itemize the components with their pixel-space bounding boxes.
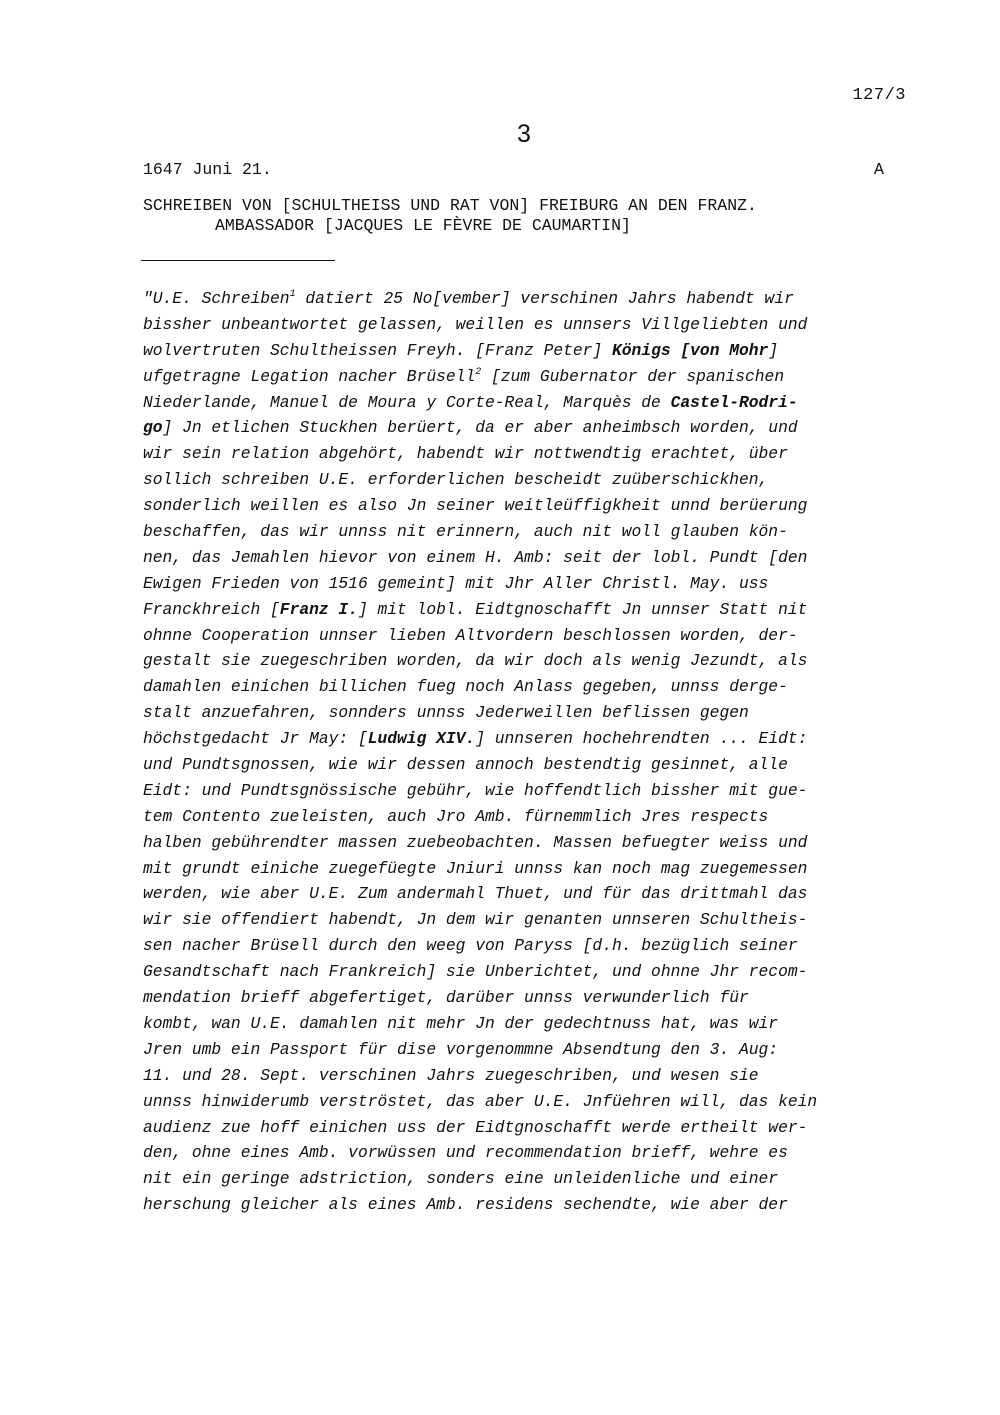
body-line xyxy=(143,778,923,804)
body-text-segment: tem Contento zueleisten, auch Jro Amb. fürnemmlich Jres respects xyxy=(143,806,769,826)
body-text-segment: und Pundtsgnossen, wie wir dessen annoch bestendtig gesinnet, alle xyxy=(143,755,788,775)
document-number: 3 xyxy=(517,120,531,148)
body-text-segment: mendation brieff abgefertiget, darüber unnss verwunderlich für xyxy=(143,988,749,1008)
body-line xyxy=(143,959,923,985)
body-text-segment: Ewigen Frieden von 1516 gemeint] mit Jhr Aller Christl. May. uss xyxy=(143,573,769,593)
body-line xyxy=(143,881,923,907)
body-text-segment: Eidt: und Pundtsgnössische gebühr, wie hoffendtlich bissher mit gue- xyxy=(143,780,808,800)
body-text-segment: ] xyxy=(768,340,779,360)
body-text-segment: mit grundt einiche zuegefüegte Jniuri unnss kan noch mag zuegemessen xyxy=(143,858,808,878)
title-line-2: AMBASSADOR [JACQUES LE FÈVRE DE CAUMARTIN] xyxy=(215,216,631,235)
body-text-segment: ] unnseren hochehrendten ... Eidt: xyxy=(475,729,808,749)
body-text-segment: werden, wie aber U.E. Zum andermahl Thuet, und für das drittmahl das xyxy=(143,884,808,904)
body-line xyxy=(143,441,923,467)
body-text-segment: kombt, wan U.E. damahlen nit mehr Jn der gedechtnuss hat, was wir xyxy=(143,1013,779,1033)
body-line xyxy=(143,1063,923,1089)
body-line xyxy=(143,1115,923,1141)
body-text-segment: ] Jn etlichen Stuckhen berüert, da er aber anheimbsch worden, und xyxy=(162,418,798,438)
body-line xyxy=(143,467,923,493)
body-text-segment: wir sie offendiert habendt, Jn dem wir genanten unnseren Schultheis- xyxy=(143,910,808,930)
body-line xyxy=(143,1140,923,1166)
body-line xyxy=(143,312,923,338)
body-text-segment: wolvertruten Schultheissen Freyh. [Franz Peter] xyxy=(143,340,612,360)
body-text-segment: den, ohne eines Amb. vorwüssen und recommendation brieff, wehre es xyxy=(143,1143,788,1163)
body-line xyxy=(143,752,923,778)
emphasized-name: Königs [von Mohr xyxy=(611,340,769,360)
page-reference: 127/3 xyxy=(852,86,906,105)
body-text-segment: nen, das Jemahlen hievor von einem H. Amb: seit der lobl. Pundt [den xyxy=(143,547,808,567)
body-line xyxy=(143,1166,923,1192)
title-divider xyxy=(141,260,335,261)
body-text-segment: damahlen einichen billichen fueg noch Anlass gegeben, unnss derge- xyxy=(143,677,788,697)
body-text-segment: unnss hinwiderumb verströstet, das aber U.E. Jnfüehren will, das kein xyxy=(143,1091,818,1111)
body-line xyxy=(143,390,923,416)
letter-body-text xyxy=(143,286,923,1218)
body-text-segment: ] mit lobl. Eidtgnoschafft Jn unnser Statt nit xyxy=(357,599,808,619)
body-text-segment: Jren umb ein Passport für dise vorgenommne Absendtung den 3. Aug: xyxy=(143,1039,779,1059)
body-text-segment: 11. und 28. Sept. verschinen Jahrs zuegeschriben, und wesen sie xyxy=(143,1065,759,1085)
body-text-segment: wir sein relation abgehört, habendt wir nottwendtig erachtet, über xyxy=(143,444,788,464)
document-title xyxy=(143,196,933,236)
body-text-segment: [zum Gubernator der spanischen xyxy=(481,366,785,386)
body-text-segment: Franckhreich [ xyxy=(143,599,280,619)
body-text-segment: gestalt sie zuegeschriben worden, da wir doch als wenig Jezundt, als xyxy=(143,651,808,671)
emphasized-name: Ludwig XIV. xyxy=(367,729,476,749)
body-text-segment: sollich schreiben U.E. erforderlichen bescheidt zuüberschickhen, xyxy=(143,470,769,490)
body-text-segment: bissher unbeantwortet gelassen, weillen es unnsers Villgeliebten und xyxy=(143,314,808,334)
body-line xyxy=(143,1089,923,1115)
body-text-segment: Gesandtschaft nach Frankreich] sie Unberichtet, und ohnne Jhr recom- xyxy=(143,962,808,982)
body-line xyxy=(143,648,923,674)
body-line xyxy=(143,1011,923,1037)
body-text-segment: datiert 25 No[vember] verschinen Jahrs habendt wir xyxy=(295,289,794,308)
body-line xyxy=(143,597,923,623)
emphasized-name: Castel-Rodri- xyxy=(670,392,798,412)
body-line xyxy=(143,338,923,364)
footnote-marker: 1 xyxy=(289,289,296,300)
body-text-segment: ufgetragne Legation nacher Brüsell xyxy=(143,366,476,386)
document-date: 1647 Juni 21. xyxy=(143,160,272,179)
body-line xyxy=(143,726,923,752)
body-line xyxy=(143,364,923,390)
body-line xyxy=(143,286,923,312)
body-text-segment: ohnne Cooperation unnser lieben Altvordern beschlossen worden, der- xyxy=(143,625,798,645)
body-text-segment: halben gebührendter massen zuebeobachten. Massen befuegter weiss und xyxy=(143,832,808,852)
body-line xyxy=(143,985,923,1011)
body-line xyxy=(143,700,923,726)
emphasized-name: go xyxy=(143,418,163,438)
body-line xyxy=(143,907,923,933)
body-text-segment: Niederlande, Manuel de Moura y Corte-Real, Marquès de xyxy=(143,392,671,412)
body-line xyxy=(143,493,923,519)
body-line xyxy=(143,1037,923,1063)
body-text-segment: herschung gleicher als eines Amb. residens sechendte, wie aber der xyxy=(143,1195,788,1215)
body-text-segment: stalt anzuefahren, sonnders unnss Jederweillen beflissen gegen xyxy=(143,703,749,723)
series-letter: A xyxy=(874,160,884,179)
body-line xyxy=(143,571,923,597)
body-line xyxy=(143,519,923,545)
body-text-segment: höchstgedacht Jr May: [ xyxy=(143,729,368,749)
body-line xyxy=(143,933,923,959)
body-line xyxy=(143,415,923,441)
body-line xyxy=(143,804,923,830)
body-line xyxy=(143,1192,923,1218)
title-line-1: SCHREIBEN VON [SCHULTHEISS UND RAT VON] FREIBURG AN DEN FRANZ. xyxy=(143,196,757,215)
body-text-segment: "U.E. Schreiben xyxy=(143,289,290,308)
body-line xyxy=(143,830,923,856)
body-text-segment: audienz zue hoff einichen uss der Eidtgnoschafft werde ertheilt wer- xyxy=(143,1117,808,1137)
body-text-segment: sonderlich weillen es also Jn seiner weitleüffigkheit unnd berüerung xyxy=(143,496,808,516)
body-text-segment: nit ein geringe adstriction, sonders eine unleidenliche und einer xyxy=(143,1169,779,1189)
footnote-marker: 2 xyxy=(475,366,482,378)
body-line xyxy=(143,623,923,649)
body-text-segment: beschaffen, das wir unnss nit erinnern, auch nit woll glauben kön- xyxy=(143,522,788,542)
body-line xyxy=(143,545,923,571)
emphasized-name: Franz I. xyxy=(279,599,358,619)
body-line xyxy=(143,856,923,882)
body-line xyxy=(143,674,923,700)
body-text-segment: sen nacher Brüsell durch den weeg von Paryss [d.h. bezüglich seiner xyxy=(143,936,798,956)
